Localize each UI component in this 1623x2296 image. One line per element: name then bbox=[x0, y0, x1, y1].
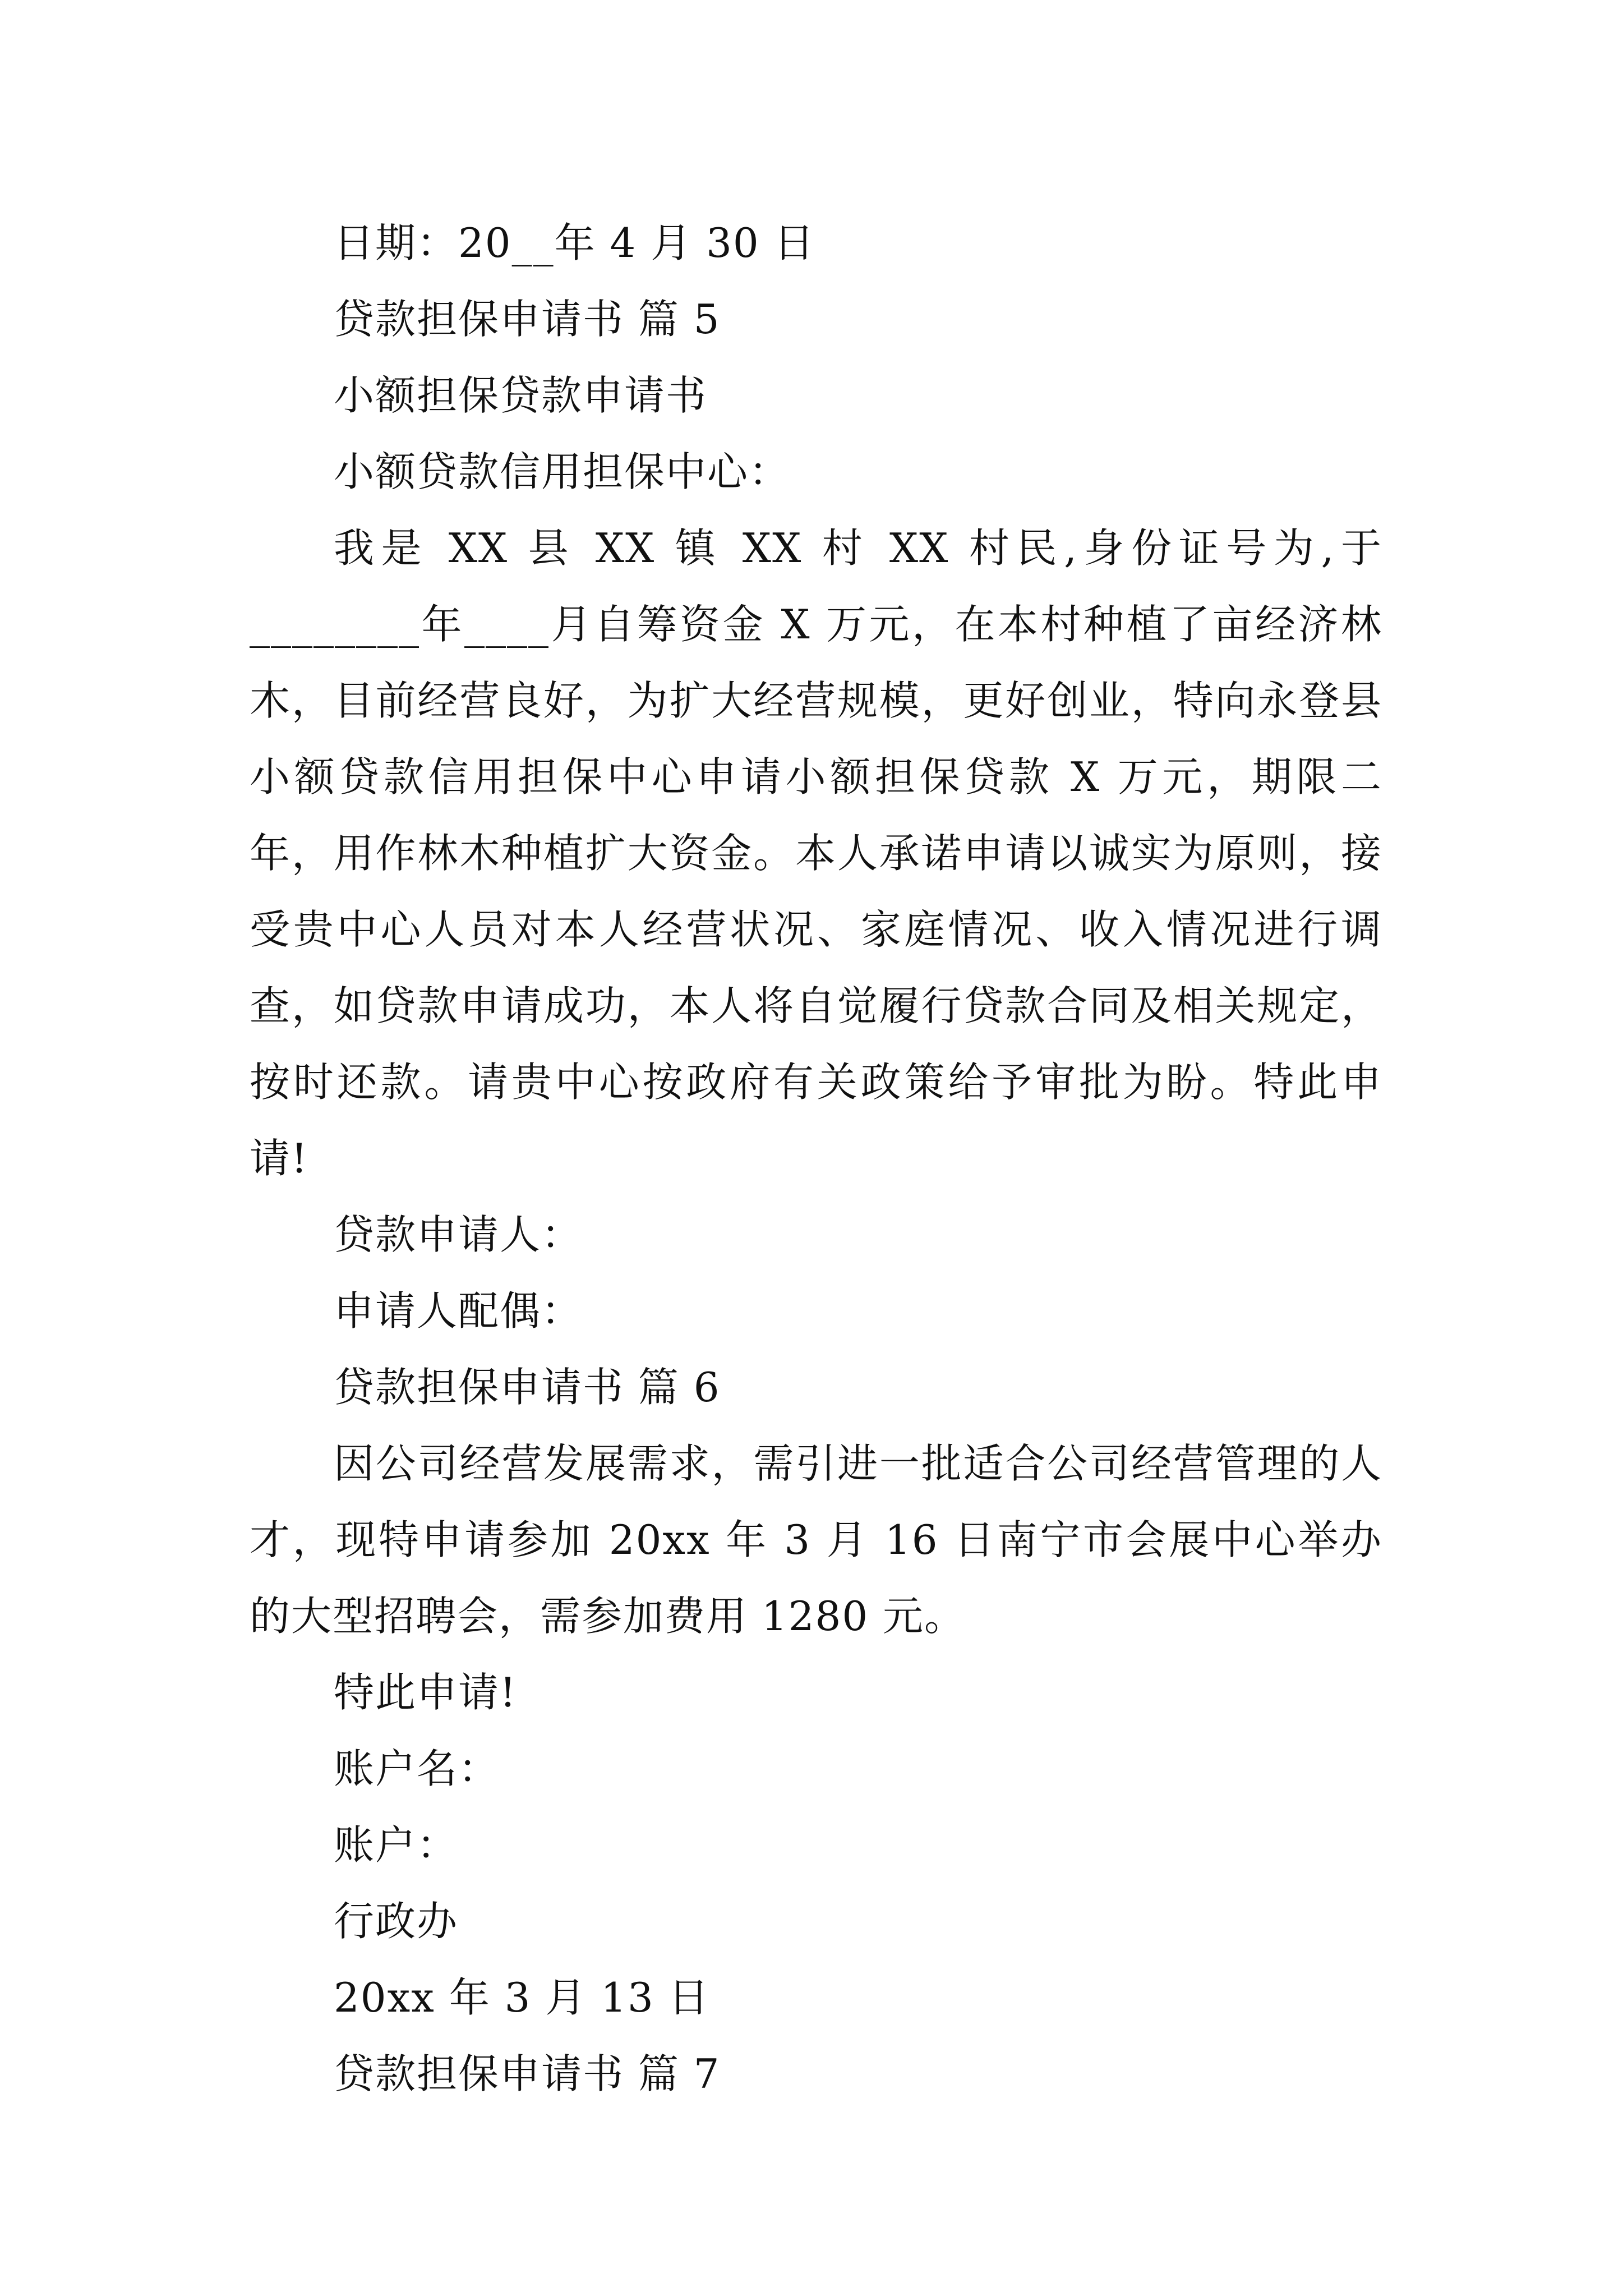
date-line: 日期：20__年 4 月 30 日 bbox=[334, 219, 815, 266]
application-body-paragraph: 我是 XX 县 XX 镇 XX 村 XX 村民,身份证号为,于________年____月自筹资金 X 万元，在本村种植了亩经济林木，目前经营良好，为扩大经营规模，更好创业，特向永登县小额贷款信用担保中心申请小额担保贷款 X 万元，期限二年，用作林木种植扩大资金。本人承诺申请以诚实为原则，接受贵中心人员对本人经营状况、家庭情况、收入情况进行调查，如贷款申请成功，本人将自觉履行贷款合同及相关规定，按时还款。请贵中心按政府有关政策给予审批为盼。特此申请! bbox=[250, 524, 1382, 1182]
department-line: 行政办 bbox=[334, 1898, 459, 1945]
account-name-line: 账户名： bbox=[334, 1745, 500, 1792]
applicant-signature-line: 贷款申请人： bbox=[334, 1211, 583, 1258]
application-title: 小额担保贷款申请书 bbox=[334, 372, 708, 419]
signature-date-line: 20xx 年 3 月 13 日 bbox=[334, 1974, 710, 2021]
account-line: 账户： bbox=[334, 1821, 459, 1869]
document-body bbox=[250, 205, 1382, 2112]
spouse-signature-line: 申请人配偶： bbox=[334, 1287, 583, 1335]
section-heading-6: 贷款担保申请书 篇 6 bbox=[334, 1364, 721, 1411]
section-heading-5: 贷款担保申请书 篇 5 bbox=[334, 296, 721, 343]
section-heading-7: 贷款担保申请书 篇 7 bbox=[334, 2050, 721, 2097]
closing-remark: 特此申请! bbox=[334, 1669, 517, 1716]
recruitment-request-paragraph: 因公司经营发展需求，需引进一批适合公司经营管理的人才，现特申请参加 20xx 年 3 月 16 日南宁市会展中心举办的大型招聘会，需参加费用 1280 元。 bbox=[250, 1440, 1382, 1640]
addressee: 小额贷款信用担保中心： bbox=[334, 448, 791, 495]
